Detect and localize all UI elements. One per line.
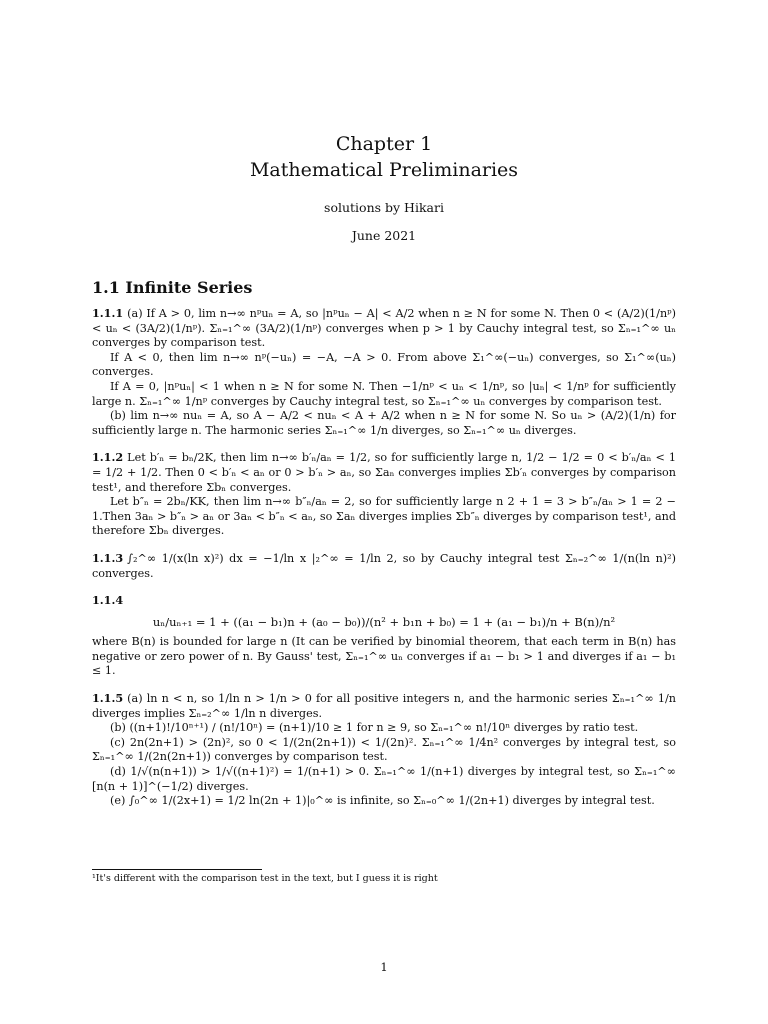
problem-paragraph: (e) ∫₀^∞ 1/(2x+1) = 1/2 ln(2n + 1)|₀^∞ is infinite, so Σₙ₌₀^∞ 1/(2n+1) diverges by integral test.	[110, 794, 655, 808]
problem-1-1-4	[92, 593, 676, 679]
problem-paragraph: (d) 1/√(n(n+1)) > 1/√((n+1)²) = 1/(n+1) > 0. Σₙ₌₁^∞ 1/(n+1) diverges by integral test, so Σₙ₌₁^∞ [n(n + 1)]^(−1/2) diverges.	[92, 765, 676, 793]
problem-paragraph: (b) ((n+1)!/10ⁿ⁺¹) / (n!/10ⁿ) = (n+1)/10 ≥ 1 for n ≥ 9, so Σₙ₌₁^∞ n!/10ⁿ diverges by ratio test.	[110, 721, 639, 735]
paragraph-text: ∫₂^∞ 1/(x(ln x)²) dx = −1/ln x |₂^∞ = 1/ln 2, so by Cauchy integral test Σₙ₌₂^∞ 1/(n(ln n)²) converges.	[92, 551, 676, 580]
footnote-divider	[92, 869, 262, 870]
problem-paragraph: (c) 2n(2n+1) > (2n)², so 0 < 1/(2n(2n+1)) < 1/(2n)². Σₙ₌₁^∞ 1/4n² converges by integral test, so Σₙ₌₁^∞ 1/(2n(2n+1)) converges by comparison test.	[92, 735, 676, 764]
problem-paragraph	[92, 450, 676, 495]
problem-1-1-3	[92, 551, 676, 581]
footnote: ¹It's different with the comparison test in the text, but I guess it is right	[92, 873, 438, 884]
problem-number: 1.1.3	[92, 550, 124, 565]
problem-paragraph: If A = 0, |nᵖuₙ| < 1 when n ≥ N for some N. Then −1/nᵖ < uₙ < 1/nᵖ, so |uₙ| < 1/nᵖ for sufficiently large n. Σₙ₌₁^∞ 1/nᵖ converges by Cauchy integral test, so Σₙ₌₁^∞ uₙ converges by comparison test.	[92, 379, 676, 408]
problem-paragraph: (b) lim n→∞ nuₙ = A, so A − A/2 < nuₙ < A + A/2 when n ≥ N for some N. So uₙ > (A/2)(1/n) for sufficiently large n. The harmonic series Σₙ₌₁^∞ 1/n diverges, so Σₙ₌₁^∞ uₙ diverges.	[92, 409, 676, 437]
problem-paragraph: If A < 0, then lim n→∞ nᵖ(−uₙ) = −A, −A > 0. From above Σ₁^∞(−uₙ) converges, so Σ₁^∞(uₙ) converges.	[92, 350, 676, 379]
display-equation: uₙ/uₙ₊₁ = 1 + ((a₁ − b₁)n + (a₀ − b₀))/(n² + b₁n + b₀) = 1 + (a₁ − b₁)/n + B(n)/n²	[152, 614, 616, 629]
date-line: June 2021	[351, 228, 417, 243]
paragraph-text: (a) ln n < n, so 1/ln n > 1/n > 0 for all positive integers n, and the harmonic series Σₙ₌₁^∞ 1/n diverges implies Σₙ₌₂^∞ 1/ln n diverges.	[92, 692, 676, 720]
problem-paragraph	[92, 691, 676, 721]
problem-1-1-2	[92, 450, 676, 539]
page-number: 1	[380, 960, 388, 974]
problem-paragraph	[92, 306, 676, 351]
paragraph-text: Let b′ₙ = bₙ/2K, then lim n→∞ b′ₙ/aₙ = 1/2, so for sufficiently large n, 1/2 − 1/2 = 0 < b′ₙ/aₙ < 1 = 1/2 + 1/2. Then 0 < b′ₙ < aₙ or 0 > b′ₙ > aₙ, so Σaₙ converges implies Σb′ₙ converges by comparison test¹, and therefore Σbₙ converges.	[92, 451, 676, 494]
chapter-title: Mathematical Preliminaries	[249, 159, 519, 181]
document-page	[92, 0, 676, 1024]
problem-1-1-5	[92, 691, 676, 809]
section-heading: 1.1 Infinite Series	[92, 278, 253, 297]
paragraph-text: (a) If A > 0, lim n→∞ nᵖuₙ = A, so |nᵖuₙ − A| < A/2 when n ≥ N for some N. Then 0 < (A/2)(1/nᵖ) < uₙ < (3A/2)(1/nᵖ). Σₙ₌₁^∞ (3A/2)(1/nᵖ) converges when p > 1 by Cauchy integral test, so Σₙ₌₁^∞ uₙ converges by comparison test.	[92, 307, 676, 350]
author-line: solutions by Hikari	[324, 200, 444, 215]
problem-number: 1.1.4	[92, 593, 124, 608]
problem-1-1-1	[92, 306, 676, 438]
problem-number: 1.1.1	[92, 306, 124, 320]
problem-number: 1.1.5	[92, 691, 124, 706]
problem-paragraph: Let b″ₙ = 2bₙ/KK, then lim n→∞ b″ₙ/aₙ = 2, so for sufficiently large n 2 + 1 = 3 > b″ₙ/aₙ > 1 = 2 − 1.Then 3aₙ > b″ₙ > aₙ or 3aₙ < b″ₙ < aₙ, so Σaₙ diverges implies Σb″ₙ diverges by comparison test¹, and therefore Σbₙ diverges.	[92, 495, 676, 538]
chapter-number: Chapter 1	[335, 133, 433, 155]
problem-number: 1.1.2	[92, 450, 124, 465]
section-body	[92, 306, 676, 821]
problem-paragraph	[92, 593, 676, 609]
problem-paragraph: where B(n) is bounded for large n (It can be verified by binomial theorem, that each term in B(n) has negative or zero power of n. By Gauss' test, Σₙ₌₁^∞ uₙ converges if a₁ − b₁ > 1 and diverges if a₁ − b₁ ≤ 1.	[92, 635, 676, 678]
problem-paragraph	[92, 551, 676, 581]
